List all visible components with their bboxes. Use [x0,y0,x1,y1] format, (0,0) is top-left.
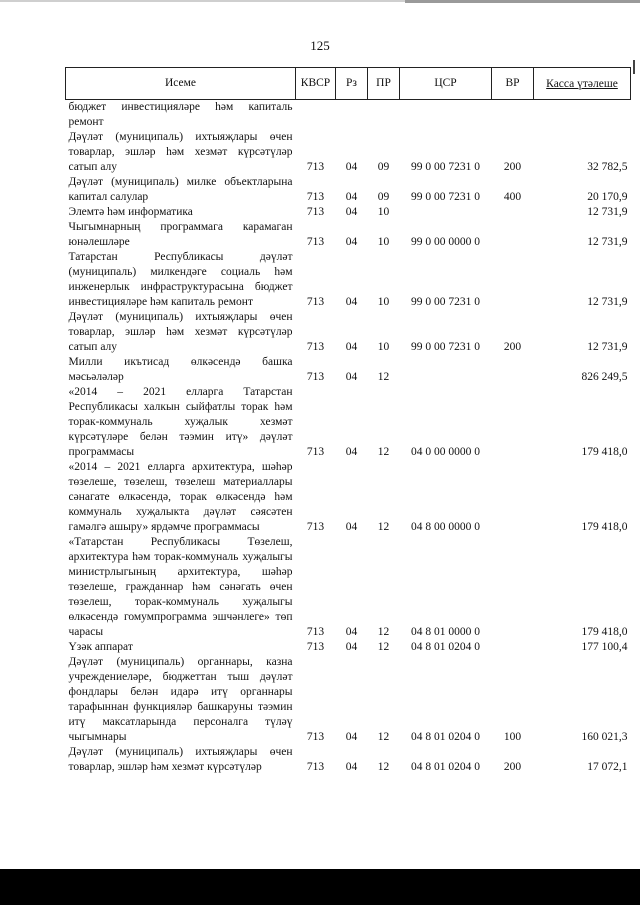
cell-pr: 12 [377,641,390,653]
cell-name: Чыгымнарның программага карамаган юнәлешләре [68,221,293,248]
cell-sum: 160 021,3 [581,731,628,743]
cell-rz: 04 [345,371,358,383]
header-vr: ВР [492,68,534,100]
scan-top-edge-dark [405,0,640,3]
cell-pr: 10 [377,236,390,248]
cell-pr: 12 [377,761,390,773]
cell-pr: 12 [377,371,390,383]
cell-name: «2014 – 2021 елларга Татарстан Республикасы халкын сыйфатлы торак һәм торак-коммуналь хуҗалык хезмәт күрсәтүләре белән тәэмин итү» дәүләт программасы [68,386,293,458]
cell-sum: 177 100,4 [581,641,628,653]
cell-rz: 04 [345,296,358,308]
cell-sum: 826 249,5 [581,371,628,383]
table-row [66,460,631,535]
cell-vr [492,100,534,131]
cell-name: Дәүләт (муниципаль) органнары, казна учреждениеләре, бюджеттан тыш дәүләт фондлары белән идарә итү органнары тарафыннан функцияләр башкаруны тәэмин итү максатларында персоналга түләү чыгымнары [68,656,293,743]
budget-table [65,67,631,775]
header-sum [534,68,631,100]
table-row [66,310,631,355]
cell-name: Милли икътисад өлкәсендә башка мәсьәләләр [68,356,293,383]
table-row [66,220,631,250]
cell-rz: 04 [345,191,358,203]
cell-vr: 200 [503,161,522,173]
header-kvsr: КВСР [296,68,336,100]
cell-vr [492,385,534,460]
cell-csr: 99 0 00 0000 0 [411,236,480,248]
cell-sum: 179 418,0 [581,626,628,638]
cell-rz: 04 [345,626,358,638]
cell-vr [492,205,534,220]
cell-csr: 99 0 00 7231 0 [411,161,480,173]
cell-name: Дәүләт (муниципаль) ихтыяҗлары өчен товарлар, эшләр һәм хезмәт күрсәтүләр сатып алу [68,311,293,353]
cell-name: Дәүләт (муниципаль) ихтыяҗлары өчен товарлар, эшләр һәм хезмәт күрсәтүләр [68,746,293,773]
cell-csr [400,100,492,131]
cell-rz: 04 [345,446,358,458]
cell-csr: 99 0 00 7231 0 [411,341,480,353]
table-row [66,745,631,775]
header-sum-label: Касса үтәлеше [546,77,618,90]
cell-csr: 04 8 01 0204 0 [411,641,480,653]
cell-name: Дәүләт (муниципаль) ихтыяҗлары өчен товарлар, эшләр һәм хезмәт күрсәтүләр сатып алу [68,131,293,173]
cell-sum: 179 418,0 [581,521,628,533]
cell-rz: 04 [345,236,358,248]
cell-pr: 12 [377,521,390,533]
cell-kvsr: 713 [306,641,325,653]
cell-kvsr: 713 [306,341,325,353]
cell-vr [492,220,534,250]
cell-kvsr: 713 [306,371,325,383]
header-name: Исеме [66,68,296,100]
cell-vr [492,535,534,640]
cell-pr: 10 [377,206,390,218]
cell-kvsr: 713 [306,296,325,308]
table-row [66,175,631,205]
cell-kvsr: 713 [306,521,325,533]
cell-name: Татарстан Республикасы дәүләт (муниципаль) милкендәге социаль һәм инженерлык инфраструктурасына бюджет инвестицияләре һәм капиталь ремонт [68,251,293,308]
cell-pr: 09 [377,191,390,203]
cell-csr: 04 8 01 0204 0 [411,761,480,773]
cell-kvsr: 713 [306,161,325,173]
cell-rz: 04 [345,161,358,173]
header-csr: ЦСР [400,68,492,100]
cell-name: Дәүләт (муниципаль) милке объектларына капитал салулар [68,176,293,203]
table-row [66,640,631,655]
cell-pr: 09 [377,161,390,173]
cell-csr: 04 8 00 0000 0 [411,521,480,533]
cell-kvsr: 713 [306,191,325,203]
cell-sum: 32 782,5 [587,161,628,173]
cell-vr [492,640,534,655]
cell-vr: 100 [503,731,522,743]
cell-pr: 10 [377,341,390,353]
cell-kvsr: 713 [306,731,325,743]
cell-vr [492,355,534,385]
cell-csr: 04 0 00 0000 0 [411,446,480,458]
cell-csr: 04 8 01 0000 0 [411,626,480,638]
cell-kvsr [296,100,336,131]
table-row [66,535,631,640]
cell-csr [400,355,492,385]
table-row [66,355,631,385]
cell-rz: 04 [345,206,358,218]
cell-sum: 12 731,9 [587,206,628,218]
header-rz: Рз [336,68,368,100]
cell-rz [336,100,368,131]
table-header [66,68,631,100]
cell-sum: 12 731,9 [587,341,628,353]
header-pr: ПР [368,68,400,100]
cell-rz: 04 [345,641,358,653]
cell-csr: 99 0 00 7231 0 [411,191,480,203]
cell-vr: 200 [503,341,522,353]
cell-pr [368,100,400,131]
cell-rz: 04 [345,731,358,743]
cell-sum: 17 072,1 [587,761,628,773]
cell-name: бюджет инвестицияләре һәм капиталь ремонт [68,101,293,128]
cell-pr: 12 [377,446,390,458]
cell-sum [534,100,631,131]
cell-kvsr: 713 [306,236,325,248]
cell-name: Үзәк аппарат [68,641,133,653]
cell-name: «2014 – 2021 елларга архитектура, шәһәр төзелеше, төзелеш, төзелеш материаллары сәнагате өлкәсендә, торак өлкәсендә һәм коммуналь хуҗалыкта дәүләт сәясәтен гамәлгә ашыру» ярдәмче программасы [68,461,293,533]
cell-rz: 04 [345,341,358,353]
cell-rz: 04 [345,761,358,773]
page-number: 125 [310,38,330,53]
cell-sum: 20 170,9 [587,191,628,203]
cell-kvsr: 713 [306,761,325,773]
table-row [66,130,631,175]
table-row [66,385,631,460]
table-row [66,100,631,131]
table-body [66,100,631,776]
cell-pr: 12 [377,731,390,743]
cell-kvsr: 713 [306,206,325,218]
cell-name: «Татарстан Республикасы Төзелеш, архитектура һәм торак-коммуналь хуҗалыгы министрлыгының архитектура, шәһәр төзелеше, гражданнар һәм сәнәгать өчен төзелеш, торак-коммуналь хуҗалыгы өлкәсендә гомумпрограмма эшчәнлеге» төп чарасы [68,536,293,638]
cell-vr: 200 [503,761,522,773]
cell-kvsr: 713 [306,626,325,638]
cell-csr: 04 8 01 0204 0 [411,731,480,743]
cell-vr [492,250,534,310]
table-row [66,205,631,220]
cell-vr [492,460,534,535]
cell-sum: 12 731,9 [587,236,628,248]
scan-margin-mark [633,60,635,74]
cell-sum: 12 731,9 [587,296,628,308]
cell-vr: 400 [503,191,522,203]
cell-rz: 04 [345,521,358,533]
cell-sum: 179 418,0 [581,446,628,458]
table-row [66,655,631,745]
cell-csr [400,205,492,220]
cell-kvsr: 713 [306,446,325,458]
cell-csr: 99 0 00 7231 0 [411,296,480,308]
table-row [66,250,631,310]
cell-name: Элемтә һәм информатика [68,206,193,218]
cell-pr: 10 [377,296,390,308]
scan-bottom-band [0,869,640,905]
cell-pr: 12 [377,626,390,638]
